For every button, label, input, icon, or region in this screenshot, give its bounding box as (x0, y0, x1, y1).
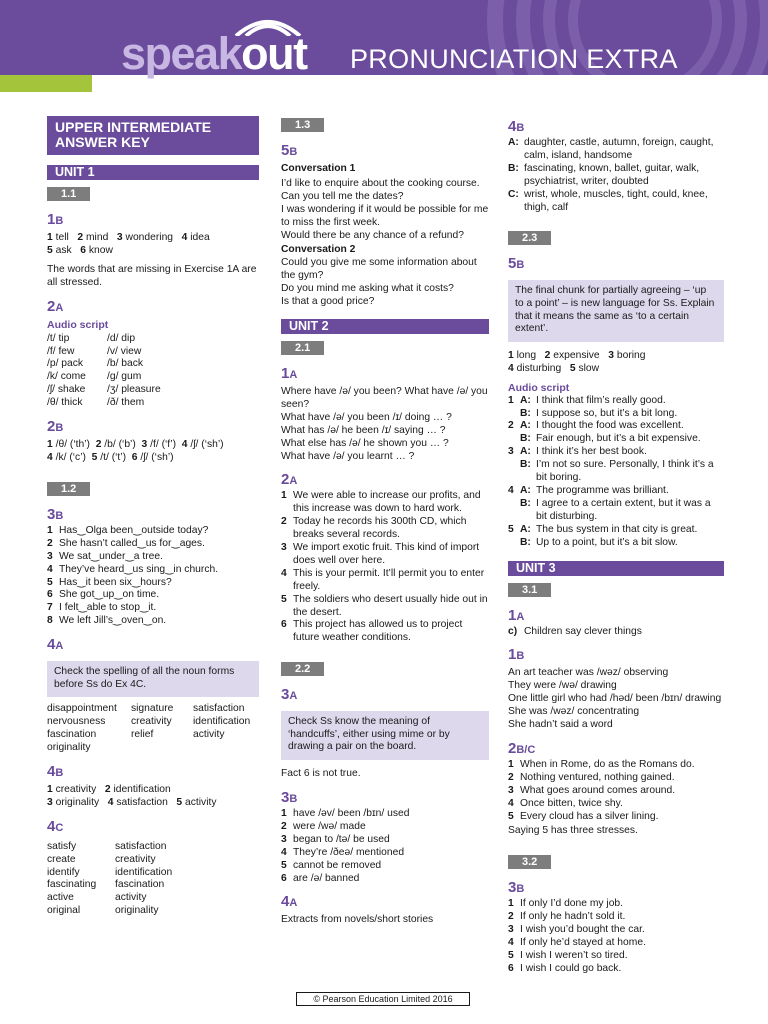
list-item: 2 She hasn’t called‿us for‿ages. (47, 537, 205, 549)
noun-forms: disappointment signature satisfaction nervousness creativity identification fascination relief activity originality (47, 703, 251, 754)
linking-sentences (47, 525, 259, 628)
exercise-4a: 4A (47, 636, 64, 654)
list-item: 1 We were able to increase our profits, and this increase was down to hard work. (281, 490, 481, 515)
exercise-1b-answers: 1 tell 2 mind 3 wondering 4 idea 5 ask 6 know (47, 232, 210, 256)
weak-form-line: One little girl who had /həd/ been /bɪn/ drawing (508, 693, 722, 705)
lesson-2-3: 2.3 (508, 231, 551, 245)
exercise-1b: 1B (508, 646, 525, 664)
exercise-2b-answers: 1 /θ/ (‘th’) 2 /b/ (‘b’) 3 /f/ (‘f’) 4 /ʃ/ (‘sh’) 4 /k/ (‘c’) 5 /t/ (‘t’) 6 /ʃ/ (‘sh’) (47, 439, 224, 463)
list-item: 4 This is your permit. It’ll permit you to enter freely. (281, 567, 485, 592)
exercise-2a: 2A (47, 297, 64, 315)
audio-script-label: Audio script (47, 318, 109, 331)
exercise-3b: 3B (508, 879, 525, 897)
list-item: 7 I felt‿able to stop‿it. (47, 602, 157, 614)
copyright-footer: © Pearson Education Limited 2016 (296, 992, 470, 1006)
green-stripe (0, 75, 92, 92)
conversation-2-label: Conversation 2 (281, 244, 356, 256)
lesson-2-2: 2.2 (281, 662, 324, 676)
lesson-3-1: 3.1 (508, 583, 551, 597)
exercise-2bc: 2B/C (508, 739, 536, 757)
weak-form-line: Where have /ə/ you been? What have /ə/ you seen? (281, 385, 488, 410)
word-stress-pairs: satisfy satisfaction create creativity identify identification fascinating fascination active activity original originality (47, 840, 173, 917)
wish-sentences (508, 898, 724, 975)
conversation-line: Do you mind me asking what it costs? (281, 283, 454, 295)
sayings-list (508, 759, 724, 824)
lesson-1-1: 1.1 (47, 187, 90, 201)
weak-form-line: An art teacher was /wəz/ observing (508, 667, 669, 679)
exercise-2a: 2A (281, 471, 298, 489)
list-item: 1 have /əv/ been /bɪn/ used (281, 807, 410, 819)
list-item: 2 If only he hadn’t sold it. (508, 911, 626, 923)
conversation-line: Could you give me some information about the gym? (281, 257, 477, 282)
conversation-line: I was wondering if it would be possible for me to miss the first week. (281, 203, 489, 228)
speakout-logo: speakout (121, 28, 307, 79)
exercise-1b-note: The words that are missing in Exercise 1A are all stressed. (47, 263, 257, 288)
list-item: 5 cannot be removed (281, 859, 382, 871)
lesson-3-2: 3.2 (508, 855, 551, 869)
exercise-5b: 5B (281, 142, 298, 159)
list-item: B: I suppose so, but it’s a bit long. (520, 407, 678, 419)
conversation-line: Is that a good price? (281, 296, 375, 308)
passive-weak-forms (281, 808, 489, 885)
conversation-line: I’d like to enquire about the cooking course. (281, 177, 480, 189)
lesson-2-1: 2.1 (281, 341, 324, 355)
list-item: B: I agree to a certain extent, but it was a bit disturbing. (520, 497, 711, 522)
weak-form-line: What have /ə/ you learnt … ? (281, 450, 415, 462)
list-item: 4 If only he’d stayed at home. (508, 937, 646, 949)
list-item: 4 They’ve heard‿us sing‿in church. (47, 563, 219, 575)
page-title: PRONUNCIATION EXTRA (350, 44, 678, 74)
exercise-4b: 4B (508, 118, 525, 135)
list-item: 1 When in Rome, do as the Romans do. (508, 758, 695, 770)
column-3 (508, 116, 724, 976)
list-item: 2 Today he records his 300th CD, which breaks several records. (281, 516, 467, 541)
list-item: B: fascinating, known, ballet, guitar, walk, psychiatrist, writer, doubted (508, 162, 700, 187)
list-item: 3 began to /tə/ be used (281, 833, 390, 845)
list-item: 3 I wish you’d bought the car. (508, 924, 645, 936)
weak-form-line: She hadn’t said a word (508, 719, 613, 731)
exercise-4c: 4C (47, 817, 64, 835)
answer-key-title: UPPER INTERMEDIATE ANSWER KEY (47, 116, 259, 155)
list-item: 8 We left Jill’s‿oven‿on. (47, 615, 167, 627)
exercise-5b: 5B (508, 255, 525, 273)
unit-1-bar: UNIT 1 (47, 165, 259, 180)
list-item: 3 We import exotic fruit. This kind of import does well over here. (281, 542, 480, 566)
exercise-2b: 2B (47, 418, 64, 436)
exercise-4a-answer: Extracts from novels/short stories (281, 914, 434, 926)
unit-3-bar: UNIT 3 (508, 561, 724, 576)
list-item: C: wrist, whole, muscles, tight, could, knee, thigh, calf (508, 188, 708, 213)
list-item: 5 A: The bus system in that city is great. (508, 523, 698, 535)
column-1 (47, 116, 259, 918)
list-item: 4 Once bitten, twice shy. (508, 797, 623, 809)
list-item: 2 Nothing ventured, nothing gained. (508, 771, 675, 783)
exercise-1a-answer (508, 626, 724, 639)
list-item: 2 were /wə/ made (281, 820, 366, 832)
list-item: 5 I wish I weren’t so tired. (508, 950, 628, 961)
list-item: 5 The soldiers who desert usually hide out in the desert. (281, 593, 488, 618)
exercise-3a-answer: Fact 6 is not true. (281, 768, 361, 780)
list-item: 5 Every cloud has a silver lining. (508, 810, 659, 822)
list-item: c) Children say clever things (508, 625, 642, 637)
list-item: 1 A: I think that film’s really good. (508, 394, 666, 406)
list-item: B: Fair enough, but it’s a bit expensive. (520, 433, 701, 445)
exercise-2bc-note: Saying 5 has three stresses. (508, 825, 638, 837)
teacher-note: Check the spelling of all the noun forms before Ss do Ex 4C. (47, 661, 259, 697)
lesson-1-2: 1.2 (47, 482, 90, 496)
sound-pairs: /t/ tip /d/ dip /f/ few /v/ view /p/ pack /b/ back /k/ come /g/ gum /ʃ/ shake /ʒ/ pleasure /θ/ thick /ð/ them (47, 332, 161, 409)
column-2 (281, 116, 489, 927)
exercise-5b-answers: 1 long 2 expensive 3 boring 4 disturbing 5 slow (508, 349, 646, 374)
weak-form-line: She was /wəz/ concentrating (508, 706, 640, 718)
page-header (0, 0, 768, 92)
dialogue-list (508, 395, 724, 550)
conversation-line: Would there be any chance of a refund? (281, 229, 464, 241)
unit-2-bar: UNIT 2 (281, 319, 489, 334)
list-item: 2 A: I thought the food was excellent. (508, 420, 684, 432)
list-item: 6 This project has allowed us to project future weather conditions. (281, 619, 463, 644)
list-item: B: Up to a point, but it’s a bit slow. (520, 536, 678, 548)
list-item: 3 A: I think it’s her best book. (508, 446, 647, 458)
list-item: 4 They’re /ðeə/ mentioned (281, 846, 405, 858)
stress-shift-sentences (281, 490, 489, 645)
exercise-3b: 3B (281, 788, 298, 806)
weak-form-line: What have /ə/ you been /ɪ/ doing … ? (281, 411, 452, 423)
list-item: B: I’m not so sure. Personally, I think it’s a bit boring. (520, 459, 714, 484)
list-item: 5 Has‿it been six‿hours? (47, 576, 172, 588)
list-item: 1 If only I’d done my job. (508, 898, 624, 910)
teacher-note: The final chunk for partially agreeing – ‘up to a point’ – is new language for Ss. Explain that it means the same as ‘to a certain extent’. (508, 280, 724, 341)
list-item: 1 Has‿Olga been‿outside today? (47, 524, 209, 536)
weak-form-line: What has /ə/ he been /ɪ/ saying … ? (281, 424, 446, 436)
list-item: 3 We sat‿under‿a tree. (47, 550, 163, 562)
weak-form-line: What else has /ə/ he shown you … ? (281, 437, 449, 449)
audio-script-label: Audio script (508, 381, 570, 394)
conversation-1-label: Conversation 1 (281, 163, 356, 174)
list-item: 3 What goes around comes around. (508, 784, 676, 796)
list-item: 4 A: The programme was brilliant. (508, 484, 669, 496)
exercise-1a: 1A (281, 364, 298, 382)
conversation-line: Can you tell me the dates? (281, 190, 404, 202)
exercise-1a: 1A (508, 606, 525, 624)
exercise-3b: 3B (47, 505, 64, 523)
exercise-3a: 3A (281, 686, 298, 704)
teacher-note: Check Ss know the meaning of ‘handcuffs’, either using mime or by drawing a pair on the board. (281, 711, 489, 760)
exercise-4b-answers: 1 creativity 2 identification 3 originality 4 satisfaction 5 activity (47, 783, 217, 808)
list-item: 6 She got‿up‿on time. (47, 589, 160, 601)
list-item: A: daughter, castle, autumn, foreign, caught, calm, island, handsome (508, 137, 714, 161)
weak-form-line: They were /wə/ drawing (508, 680, 617, 692)
list-item: 6 are /ə/ banned (281, 872, 360, 884)
lesson-1-3: 1.3 (281, 118, 324, 132)
exercise-1b: 1B (47, 211, 64, 228)
exercise-4a: 4A (281, 893, 298, 911)
exercise-4b: 4B (47, 762, 64, 780)
list-item: 6 I wish I could go back. (508, 962, 622, 974)
silent-letter-groups (508, 137, 724, 214)
